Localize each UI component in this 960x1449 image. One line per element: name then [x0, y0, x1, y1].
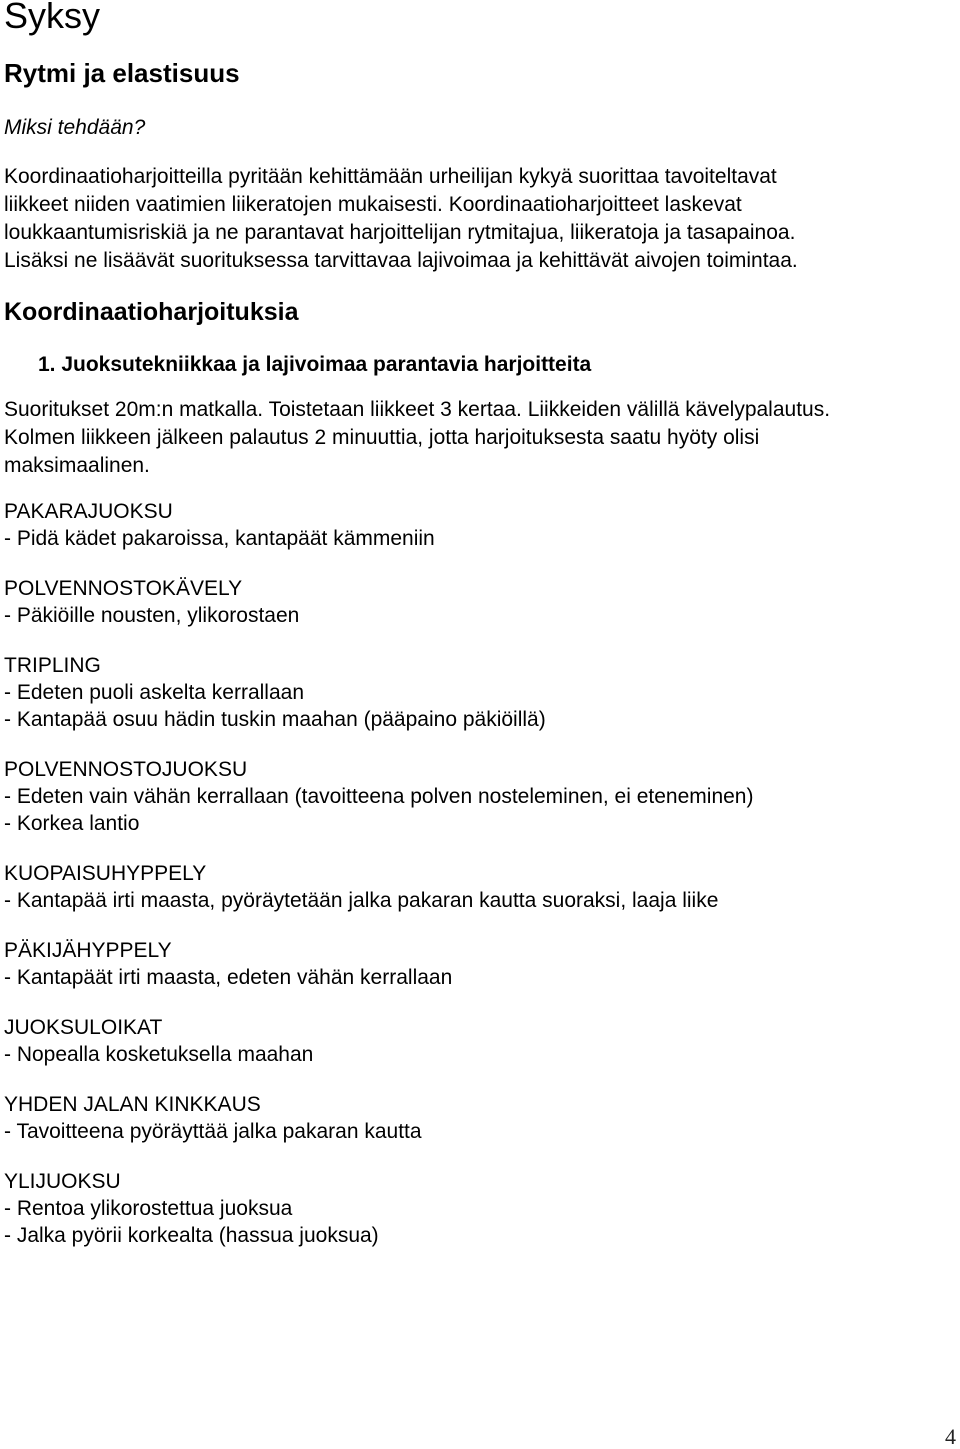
intro-line: Lisäksi ne lisäävät suorituksessa tarvittavaa lajivoimaa ja kehittävät aivojen toimintaa. [4, 249, 798, 272]
subsection-title: Koordinaatioharjoituksia [4, 298, 299, 326]
exercise-item [4, 937, 753, 991]
exercise-note: - Kantapää osuu hädin tuskin maahan (pääpaino päkiöillä) [4, 708, 546, 731]
section-title: Rytmi ja elastisuus [4, 58, 240, 88]
exercise-note: - Nopealla kosketuksella maahan [4, 1043, 314, 1066]
exercise-name: POLVENNOSTOJUOKSU [4, 758, 248, 781]
intro-line: Koordinaatioharjoitteilla pyritään kehittämään urheilijan kykyä suorittaa tavoiteltavat [4, 165, 777, 188]
page-number: 4 [945, 1424, 956, 1449]
exercise-item [4, 756, 753, 837]
intro-line: loukkaantumisriskiä ja ne parantavat harjoittelijan rytmitajua, liikeratoja ja tasapainoa. [4, 221, 796, 244]
exercise-note: - Kantapäät irti maasta, edeten vähän kerrallaan [4, 966, 453, 989]
exercise-item [4, 498, 753, 552]
exercise-name: PÄKIJÄHYPPELY [4, 939, 172, 962]
page-title: Syksy [4, 0, 101, 36]
question-heading: Miksi tehdään? [4, 116, 146, 139]
instructions-line: maksimaalinen. [4, 454, 150, 477]
exercise-name: YLIJUOKSU [4, 1170, 121, 1193]
exercise-name: POLVENNOSTOKÄVELY [4, 577, 243, 600]
exercise-note: - Korkea lantio [4, 812, 140, 835]
exercise-note: - Edeten vain vähän kerrallaan (tavoitteena polven nosteleminen, ei eteneminen) [4, 785, 754, 808]
numbered-heading: 1. Juoksutekniikkaa ja lajivoimaa parantavia harjoitteita [38, 353, 592, 376]
exercise-item [4, 1168, 753, 1249]
intro-line: liikkeet niiden vaatimien liikeratojen mukaisesti. Koordinaatioharjoitteet laskevat [4, 193, 742, 216]
instructions-line: Suoritukset 20m:n matkalla. Toistetaan liikkeet 3 kertaa. Liikkeiden välillä kävelypalautus. [4, 398, 831, 421]
exercise-note: - Edeten puoli askelta kerrallaan [4, 681, 305, 704]
exercise-note: - Jalka pyörii korkealta (hassua juoksua) [4, 1224, 379, 1247]
exercise-note: - Päkiöille nousten, ylikorostaen [4, 604, 300, 627]
exercise-note: - Rentoa ylikorostettua juoksua [4, 1197, 293, 1220]
instructions-line: Kolmen liikkeen jälkeen palautus 2 minuuttia, jotta harjoituksesta saatu hyöty olisi [4, 426, 760, 449]
exercise-note: - Pidä kädet pakaroissa, kantapäät kämmeniin [4, 527, 435, 550]
exercise-item [4, 860, 753, 914]
exercise-name: PAKARAJUOKSU [4, 500, 173, 523]
exercise-note: - Kantapää irti maasta, pyöräytetään jalka pakaran kautta suoraksi, laaja liike [4, 889, 719, 912]
exercise-item [4, 1014, 753, 1068]
instructions-paragraph [4, 396, 830, 480]
exercise-name: JUOKSULOIKAT [4, 1016, 163, 1039]
exercise-name: TRIPLING [4, 654, 101, 677]
exercise-name: KUOPAISUHYPPELY [4, 862, 207, 885]
exercise-note: - Tavoitteena pyöräyttää jalka pakaran kautta [4, 1120, 422, 1143]
exercise-name: YHDEN JALAN KINKKAUS [4, 1093, 261, 1116]
exercise-item [4, 575, 753, 629]
exercise-item [4, 652, 753, 733]
exercise-list [4, 498, 753, 1272]
intro-paragraph [4, 163, 798, 275]
exercise-item [4, 1091, 753, 1145]
